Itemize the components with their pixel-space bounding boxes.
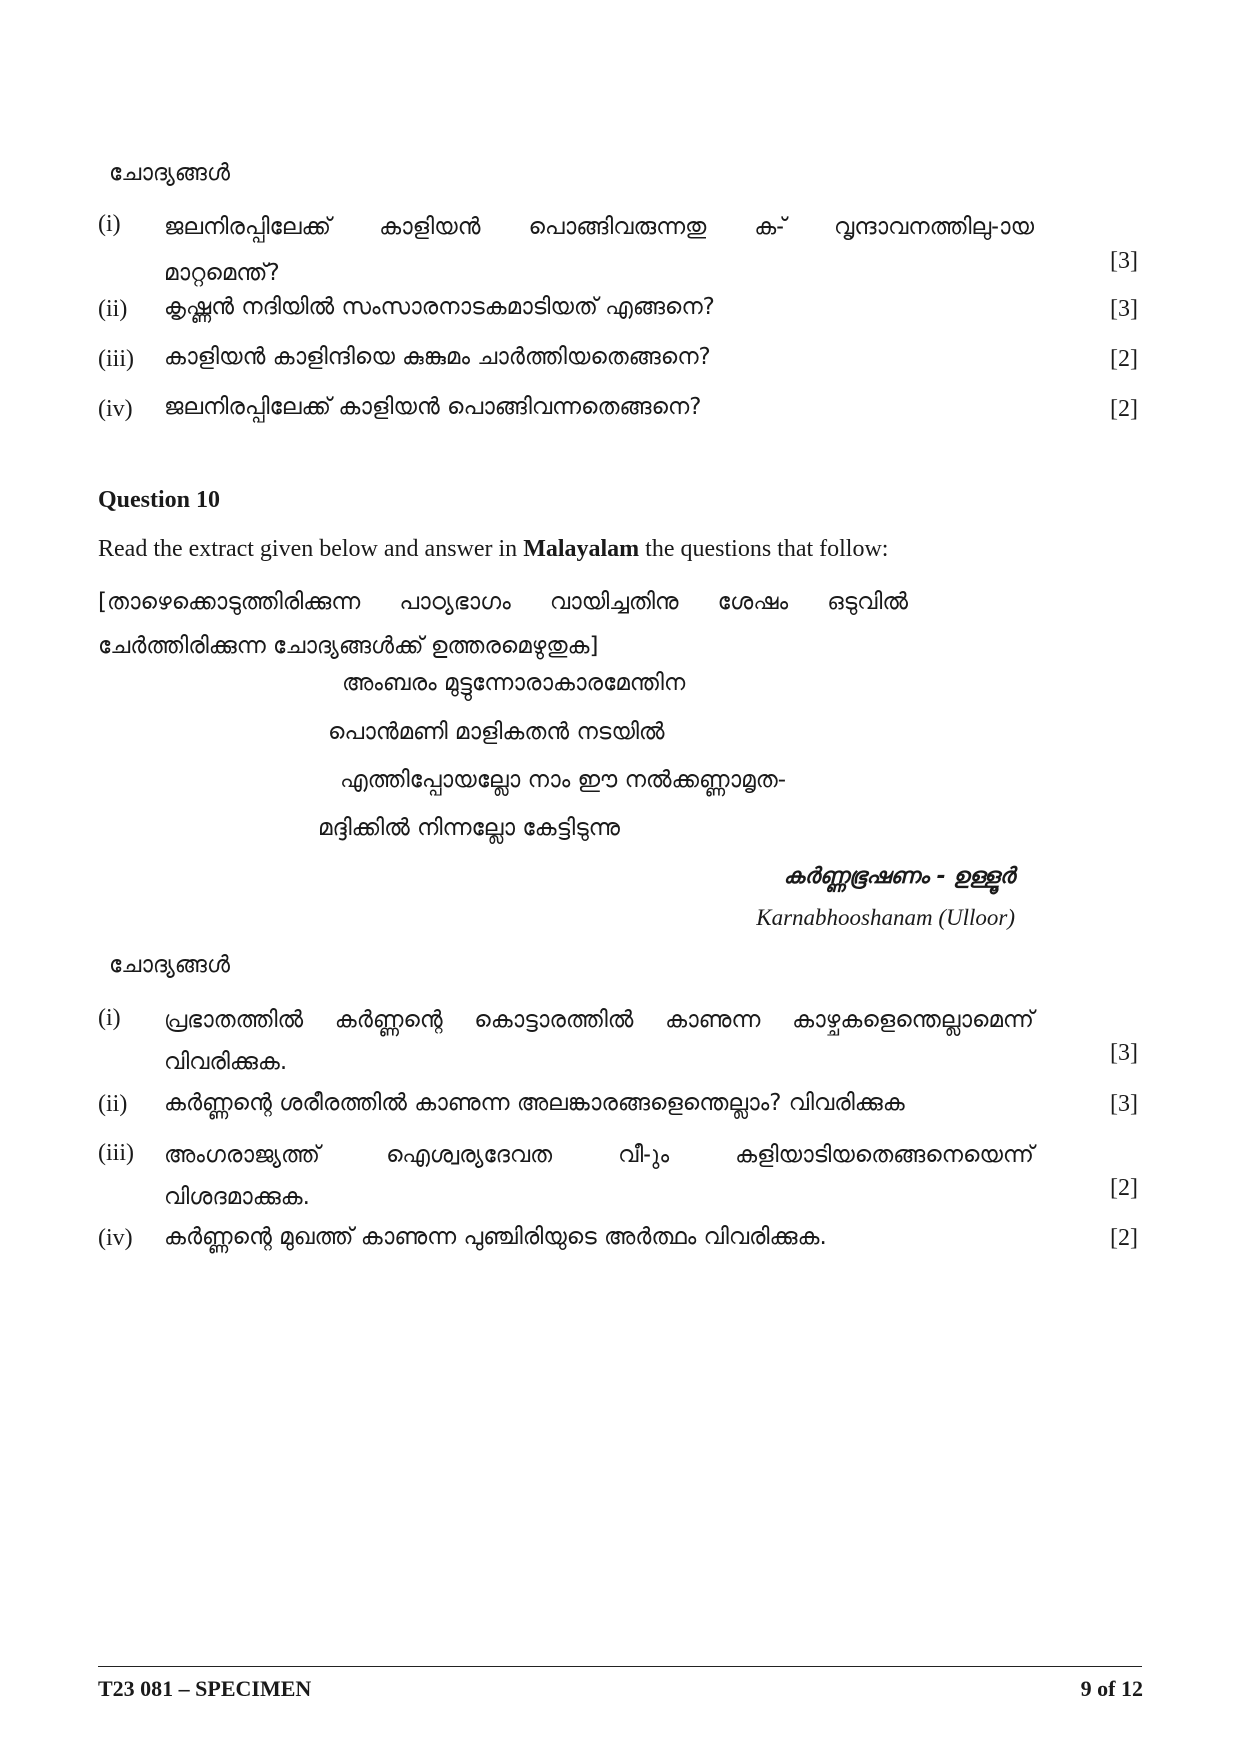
question-marks: [2] <box>1110 346 1138 372</box>
footer-paper-code: T23 081 – SPECIMEN <box>98 1676 312 1701</box>
question-marks: [2] <box>1110 1175 1138 1201</box>
question-marks: [3] <box>1110 248 1138 274</box>
footer-page-number: 9 of 12 <box>1080 1676 1143 1701</box>
verse-line: അംബരം മുട്ടുന്നോരാകാരമേന്തിന <box>342 670 686 696</box>
question-marks: [2] <box>1110 1225 1138 1251</box>
instruction-language: Malayalam <box>523 536 640 562</box>
question-marks: [2] <box>1110 396 1138 422</box>
question-number: (iii) <box>98 346 134 372</box>
question-marks: [3] <box>1110 1091 1138 1117</box>
question-text-line: വിവരിക്കുക. <box>164 1049 288 1075</box>
attribution-malayalam: കർണ്ണഭൂഷണം - ഉള്ളൂർ <box>783 864 1015 889</box>
question-text: കർണ്ണന്റെ ശരീരത്തിൽ കാണുന്ന അലങ്കാരങ്ങളെന്തെല്ലാം? വിവരിക്കുക <box>164 1090 905 1116</box>
question-number: (i) <box>98 211 121 237</box>
question-title: Question 10 <box>98 487 221 513</box>
ml-instruction-line: ചേർത്തിരിക്കുന്ന ചോദ്യങ്ങൾക്ക് ഉത്തരമെഴുതുക] <box>98 633 599 659</box>
question-number: (iii) <box>98 1140 134 1166</box>
footer-divider <box>98 1666 1142 1667</box>
ml-instruction <box>98 580 908 668</box>
question-marks: [3] <box>1110 1040 1138 1066</box>
question-text: ജലനിരപ്പിലേക്ക് കാളിയൻ പൊങ്ങിവന്നതെങ്ങനെ? <box>164 394 702 420</box>
question-text-line: അംഗരാജ്യത്ത് ഐശ്വര്യദേവത വീ-ും കളിയാടിയതെങ്ങനെയെന്ന് <box>164 1142 1034 1168</box>
question-number: (iv) <box>98 396 133 422</box>
question-number: (iv) <box>98 1225 133 1251</box>
ml-instruction-line: [താഴെക്കൊടുത്തിരിക്കുന്ന പാഠ്യഭാഗം വായിച്ചതിനു ശേഷം ഒടുവിൽ <box>98 589 908 615</box>
question-number: (i) <box>98 1005 121 1031</box>
instruction-text-pre: Read the extract given below and answer in <box>98 536 524 562</box>
questions-heading: ചോദ്യങ്ങൾ <box>109 160 230 186</box>
question-text-line: മാറ്റമെന്ത്? <box>164 260 280 286</box>
question-text: കാളിയൻ കാളിന്ദിയെ കുങ്കുമം ചാർത്തിയതെങ്ങനെ? <box>164 344 711 370</box>
questions-heading: ചോദ്യങ്ങൾ <box>109 952 230 978</box>
question-text: കർണ്ണന്റെ മുഖത്ത് കാണുന്ന പുഞ്ചിരിയുടെ അർത്ഥം വിവരിക്കുക. <box>164 1224 827 1250</box>
attribution-english: Karnabhooshanam (Ulloor) <box>756 905 1015 930</box>
question-marks: [3] <box>1110 296 1138 322</box>
question-text <box>164 993 1034 1089</box>
question-number: (ii) <box>98 296 128 322</box>
verse-line: മദ്ദിക്കിൽ നിന്നല്ലോ കേട്ടിടുന്നു <box>318 815 620 841</box>
question-item <box>98 1222 1138 1272</box>
question-text-line: ജലനിരപ്പിലേക്ക് കാളിയൻ പൊങ്ങിവരുന്നതു ക-് വൃന്ദാവനത്തിലു-ായ <box>164 214 1034 240</box>
question-text: കൃഷ്ണൻ നദിയിൽ സംസാരനാടകമാടിയത് എങ്ങനെ? <box>164 294 715 320</box>
instruction-text <box>98 536 888 563</box>
question-text-line: വിശദമാക്കുക. <box>164 1184 310 1210</box>
question-text-line: പ്രഭാതത്തിൽ കർണ്ണന്റെ കൊട്ടാരത്തിൽ കാണുന്ന കാഴ്ചകളെന്തെല്ലാമെന്ന് <box>164 1007 1034 1033</box>
verse-line: പൊൻമണി മാളികതൻ നടയിൽ <box>328 719 665 745</box>
instruction-text-post: the questions that follow: <box>639 536 889 562</box>
verse-line: എത്തിപ്പോയല്ലോ നാം ഈ നൽക്കണ്ണാമൃത- <box>340 767 787 793</box>
question-item <box>98 390 1138 440</box>
question-number: (ii) <box>98 1091 128 1117</box>
